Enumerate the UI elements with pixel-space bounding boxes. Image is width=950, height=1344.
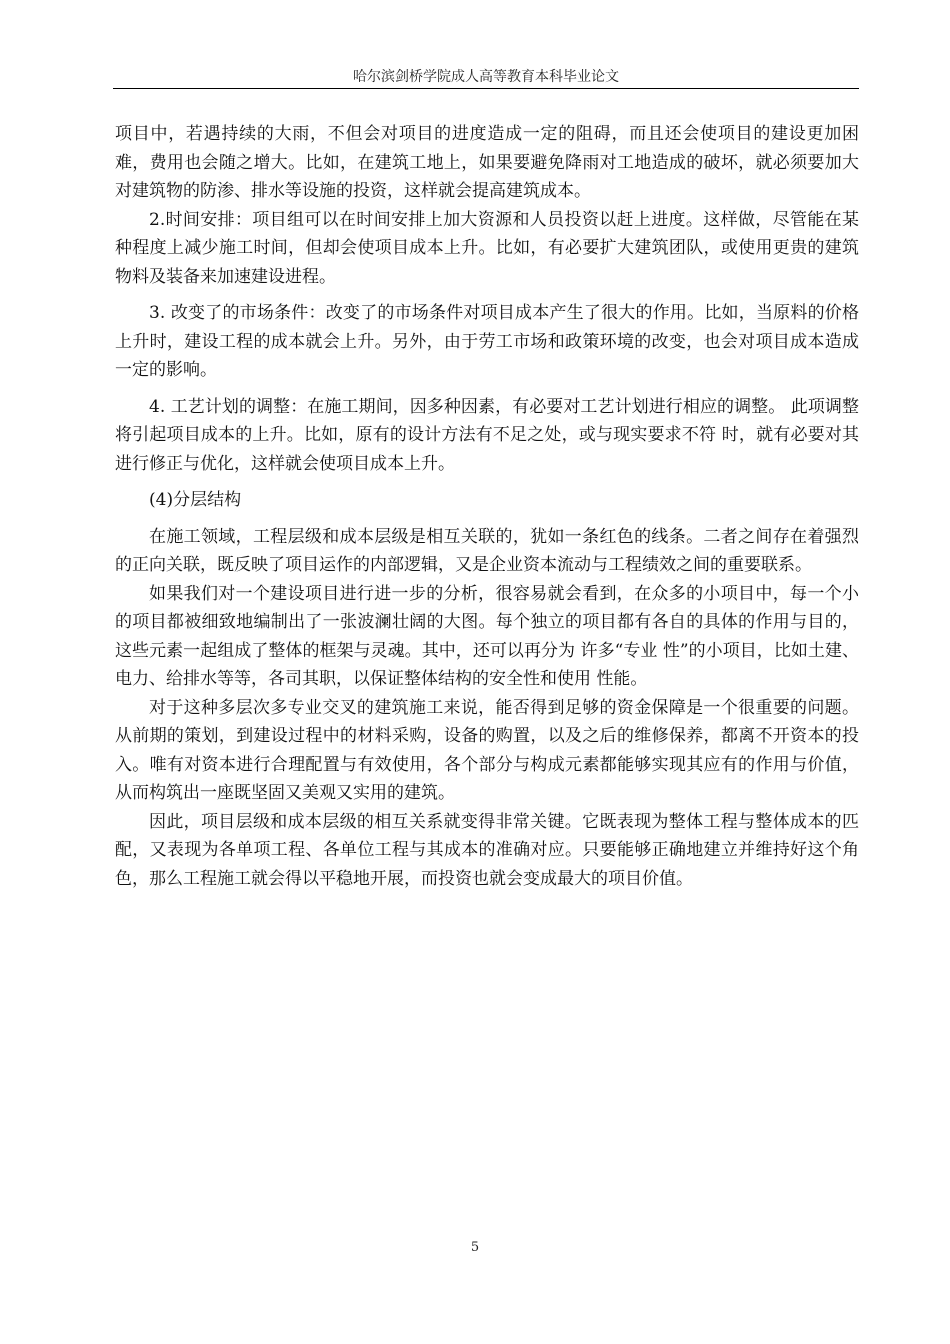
paragraph-continued: 项目中，若遇持续的大雨，不但会对项目的进度造成一定的阻碍，而且还会使项目的建设更加困难，费用也会随之增大。比如，在建筑工地上，如果要避免降雨对工地造成的破坏，就必须要加大对建筑物的防渗、排水等设施的投资，这样就会提高建筑成本。 bbox=[115, 124, 859, 201]
paragraph-project-analysis: 如果我们对一个建设项目进行进一步的分析，很容易就会看到，在众多的小项目中，每一个小的项目都被细致地编制出了一张波澜壮阔的大图。每个独立的项目都有各自的具体的作用与目的，这些元素一起组成了整体的框架与灵魂。其中，还可以再分为 许多“专业 性”的小项目，比如土建、电力、给排水等等，各司其职，以保证整体结构的安全性和使用 性能。 bbox=[115, 583, 860, 689]
paragraph-market-conditions: 3. 改变了的市场条件：改变了的市场条件对项目成本产生了很大的作用。比如，当原料的价格上升时，建设工程的成本就会上升。另外，由于劳工市场和政策环境的改变，也会对项目成本造成一定的影响。 bbox=[115, 303, 859, 380]
body-text bbox=[115, 120, 859, 893]
section-heading-layered-structure: (4)分层结构 bbox=[149, 490, 242, 510]
header-divider bbox=[113, 88, 859, 89]
paragraph-process-plan: 4. 工艺计划的调整：在施工期间，因多种因素，有必要对工艺计划进行相应的调整。 此项调整将引起项目成本的上升。比如，原有的设计方法有不足之处，或与现实要求不符 时，就有必要对其进行修正与优化，这样就会使项目成本上升。 bbox=[115, 396, 859, 474]
page-header: 哈尔滨剑桥学院成人高等教育本科毕业论文 bbox=[353, 69, 619, 85]
page-number: 5 bbox=[470, 1240, 480, 1255]
paragraph-time-schedule: 2.时间安排：项目组可以在时间安排上加大资源和人员投资以赶上进度。这样做，尽管能在某种程度上减少施工时间，但却会使项目成本上升。比如，有必要扩大建筑团队，或使用更贵的建筑物料及装备来加速建设进程。 bbox=[115, 209, 859, 287]
paragraph-layer-relation: 在施工领域，工程层级和成本层级是相互关联的，犹如一条红色的线条。二者之间存在着强烈的正向关联，既反映了项目运作的内部逻辑，又是企业资本流动与工程绩效之间的重要联系。 bbox=[115, 526, 859, 575]
paragraph-funding: 对于这种多层次多专业交叉的建筑施工来说，能否得到足够的资金保障是一个很重要的问题。从前期的策划，到建设过程中的材料采购，设备的购置，以及之后的维修保养，都离不开资本的投入。唯有对资本进行合理配置与有效使用，各个部分与构成元素都能够实现其应有的作用与价值，从而构筑出一座既坚固又美观又实用的建筑。 bbox=[115, 697, 859, 803]
paragraph-conclusion: 因此，项目层级和成本层级的相互关系就变得非常关键。它既表现为整体工程与整体成本的匹配，又表现为各单项工程、各单位工程与其成本的准确对应。只要能够正确地建立并维持好这个角色，那么工程施工就会得以平稳地开展，而投资也就会变成最大的项目价值。 bbox=[115, 811, 859, 889]
